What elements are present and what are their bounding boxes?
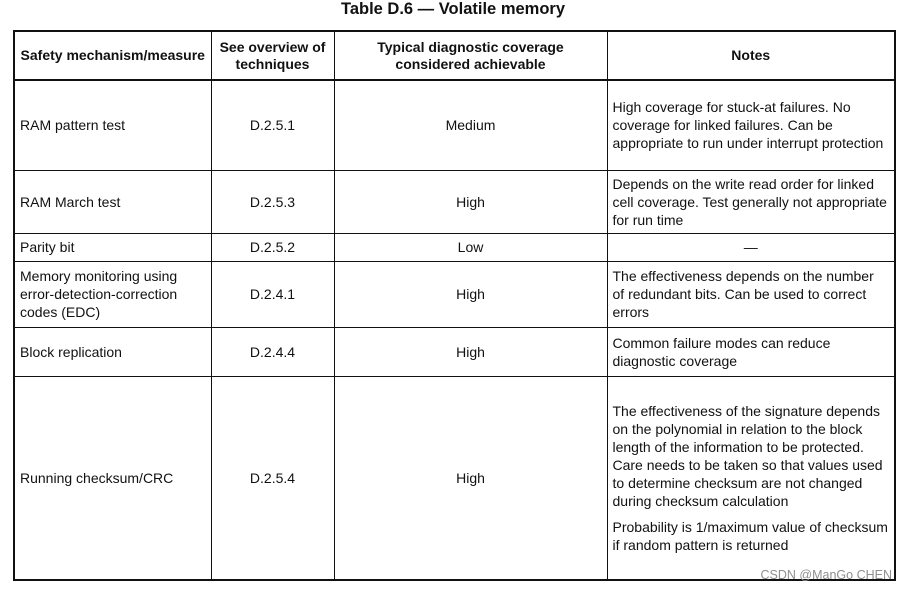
table-header-row bbox=[14, 31, 895, 80]
mechanism-cell: RAM pattern test bbox=[14, 80, 211, 170]
notes-cell bbox=[607, 376, 895, 580]
coverage-cell: High bbox=[334, 261, 607, 327]
mechanism-cell: Memory monitoring using error-detection-correction codes (EDC) bbox=[14, 261, 211, 327]
coverage-cell: Low bbox=[334, 233, 607, 261]
coverage-cell: Medium bbox=[334, 80, 607, 170]
notes-cell bbox=[607, 80, 895, 170]
notes-cell bbox=[607, 233, 895, 261]
note-text: High coverage for stuck-at failures. No coverage for linked failures. Can be appropriate to run under interrupt protection bbox=[612, 99, 884, 152]
notes-cell bbox=[607, 327, 895, 376]
note-text: Probability is 1/maximum value of checksum if random pattern is returned bbox=[612, 518, 888, 553]
note-text: — bbox=[743, 239, 758, 255]
header-notes: Notes bbox=[607, 31, 895, 80]
coverage-cell: High bbox=[334, 376, 607, 580]
table-row bbox=[14, 233, 895, 261]
note-text: Depends on the write read order for linked cell coverage. Test generally not appropriate for run time bbox=[612, 175, 887, 228]
table-row bbox=[14, 80, 895, 170]
table-row bbox=[14, 376, 895, 580]
mechanism-cell: Parity bit bbox=[14, 233, 211, 261]
mechanism-cell: RAM March test bbox=[14, 170, 211, 233]
coverage-cell: High bbox=[334, 327, 607, 376]
reference-cell: D.2.5.3 bbox=[211, 170, 334, 233]
header-safety-mechanism: Safety mechanism/measure bbox=[14, 31, 211, 80]
coverage-cell: High bbox=[334, 170, 607, 233]
mechanism-cell: Block replication bbox=[14, 327, 211, 376]
mechanism-cell: Running checksum/CRC bbox=[14, 376, 211, 580]
watermark: CSDN @ManGo CHEN bbox=[760, 568, 892, 582]
reference-cell: D.2.5.1 bbox=[211, 80, 334, 170]
reference-cell: D.2.4.1 bbox=[211, 261, 334, 327]
table-title: Table D.6 — Volatile memory bbox=[340, 0, 566, 18]
reference-cell: D.2.4.4 bbox=[211, 327, 334, 376]
table-row bbox=[14, 170, 895, 233]
volatile-memory-table bbox=[13, 30, 896, 581]
notes-cell bbox=[607, 261, 895, 327]
reference-cell: D.2.5.2 bbox=[211, 233, 334, 261]
table-row bbox=[14, 327, 895, 376]
header-overview-techniques: See overview of techniques bbox=[211, 31, 334, 80]
header-diagnostic-coverage: Typical diagnostic coverage considered achievable bbox=[334, 31, 607, 80]
note-text: The effectiveness depends on the number of redundant bits. Can be used to correct errors bbox=[612, 268, 874, 320]
notes-cell bbox=[607, 170, 895, 233]
note-text: Common failure modes can reduce diagnostic coverage bbox=[612, 334, 831, 369]
note-text: The effectiveness of the signature depends on the polynomial in relation to the block length of the information to be protected. Care needs to be taken so that values used to determine checksum are not changed during checksum calculation bbox=[612, 402, 883, 509]
reference-cell: D.2.5.4 bbox=[211, 376, 334, 580]
table-row bbox=[14, 261, 895, 327]
